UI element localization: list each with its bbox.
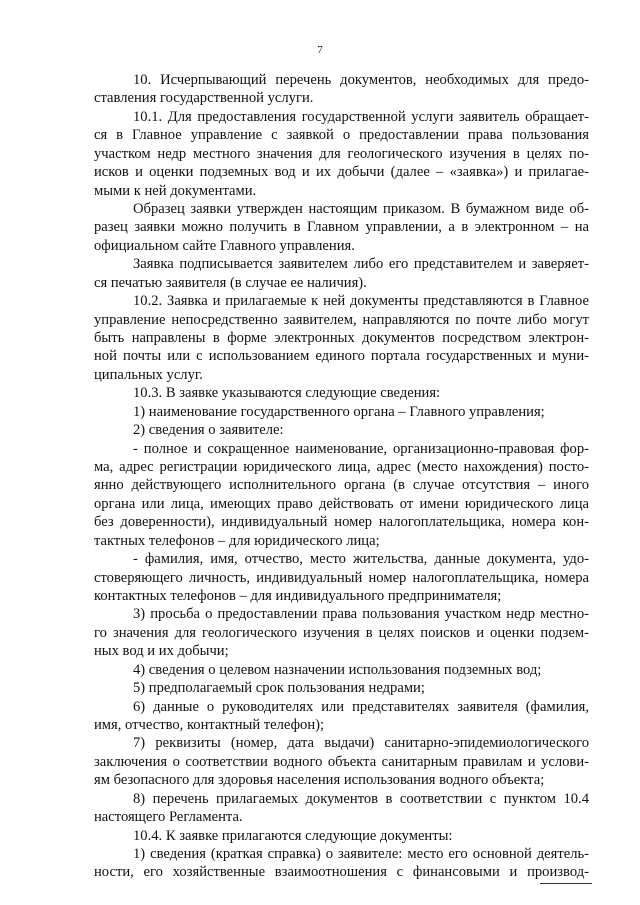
- page-number: 7: [317, 44, 323, 56]
- text-line: - полное и сокращенное наименование, организационно-правовая фор-: [133, 441, 589, 457]
- text-line: заключения о соответствии водного объекта санитарным правилам и услови-: [94, 754, 589, 770]
- text-line: ставления государственной услуги.: [94, 90, 314, 106]
- text-line: исков и оценки подземных вод и их добычи (далее – «заявка») и прилагае-: [94, 164, 589, 180]
- text-line: без доверенности), индивидуальный номер налогоплательщика, номера кон-: [94, 514, 589, 530]
- text-line: органа или лица, имеющих право действовать от имени юридического лица: [94, 496, 589, 512]
- text-line: Заявка подписывается заявителем либо его представителем и заверяет-: [133, 256, 589, 272]
- text-line: Образец заявки утвержден настоящим приказом. В бумажном виде об-: [133, 201, 589, 217]
- text-line: 4) сведения о целевом назначении использования подземных вод;: [133, 662, 542, 678]
- text-line: 7) реквизиты (номер, дата выдачи) санитарно-эпидемиологического: [133, 735, 589, 751]
- text-line: го значения для геологического изучения в целях поисков и оценки подзем-: [94, 625, 589, 641]
- text-line: - фамилия, имя, отчество, место жительства, данные документа, удо-: [133, 551, 589, 567]
- text-line: 5) предполагаемый срок пользования недрами;: [133, 680, 425, 696]
- text-line: ма, адрес регистрации юридического лица, адрес (место нахождения) посто-: [94, 459, 589, 475]
- text-line: 10.3. В заявке указываются следующие сведения:: [133, 385, 441, 401]
- text-line: настоящего Регламента.: [94, 809, 243, 825]
- text-line: стоверяющего личность, индивидуальный номер налогоплательщика, номера: [94, 570, 589, 586]
- text-line: ципальных услуг.: [94, 367, 203, 383]
- text-line: контактных телефонов – для индивидуального предпринимателя;: [94, 588, 502, 604]
- text-line: 1) сведения (краткая справка) о заявителе: место его основной деятель-: [133, 846, 589, 862]
- text-line: мыми к ней документами.: [94, 183, 257, 199]
- text-line: янно действующего исполнительного органа (в случае отсутствия – иного: [94, 477, 589, 493]
- text-line: 10.4. К заявке прилагаются следующие документы:: [133, 828, 453, 844]
- text-line: 10.1. Для предоставления государственной услуги заявитель обращает-: [133, 109, 589, 125]
- text-line: ности, его хозяйственные взаимоотношения с финансовыми и производ-: [94, 864, 589, 880]
- text-line: официальном сайте Главного управления.: [94, 238, 355, 254]
- text-line: 6) данные о руководителях или представителях заявителя (фамилия,: [133, 699, 589, 715]
- text-line: имя, отчество, контактный телефон);: [94, 717, 325, 733]
- text-line: 2) сведения о заявителе:: [133, 422, 284, 438]
- text-line: ной почты или с использованием единого портала государственных и муни-: [94, 348, 589, 364]
- text-line: 10. Исчерпывающий перечень документов, необходимых для предо-: [133, 72, 589, 88]
- text-line: 10.2. Заявка и прилагаемые к ней документы представляются в Главное: [133, 293, 589, 309]
- text-line: ных вод и их добычи;: [94, 643, 229, 659]
- text-line: ям безопасного для здоровья населения использования водного объекта;: [94, 772, 545, 788]
- text-line: разец заявки можно получить в Главном управлении, а в электронном – на: [94, 219, 589, 235]
- text-line: тактных телефонов – для юридического лица;: [94, 533, 380, 549]
- text-line: ся в Главное управление с заявкой о предоставлении права пользования: [94, 127, 589, 143]
- text-line: управление непосредственно заявителем, направляются по почте либо могут: [94, 312, 589, 328]
- text-line: 3) просьба о предоставлении права пользования участком недр местно-: [133, 606, 589, 622]
- text-line: ся печатью заявителя (в случае ее наличия).: [94, 275, 367, 291]
- footer-rule: [540, 883, 592, 884]
- text-line: участком недр местного значения для геологического изучения в целях по-: [94, 146, 589, 162]
- text-line: быть направлены в форме электронных документов посредством электрон-: [94, 330, 589, 346]
- text-line: 1) наименование государственного органа – Главного управления;: [133, 404, 545, 420]
- text-line: 8) перечень прилагаемых документов в соответствии с пунктом 10.4: [133, 791, 589, 807]
